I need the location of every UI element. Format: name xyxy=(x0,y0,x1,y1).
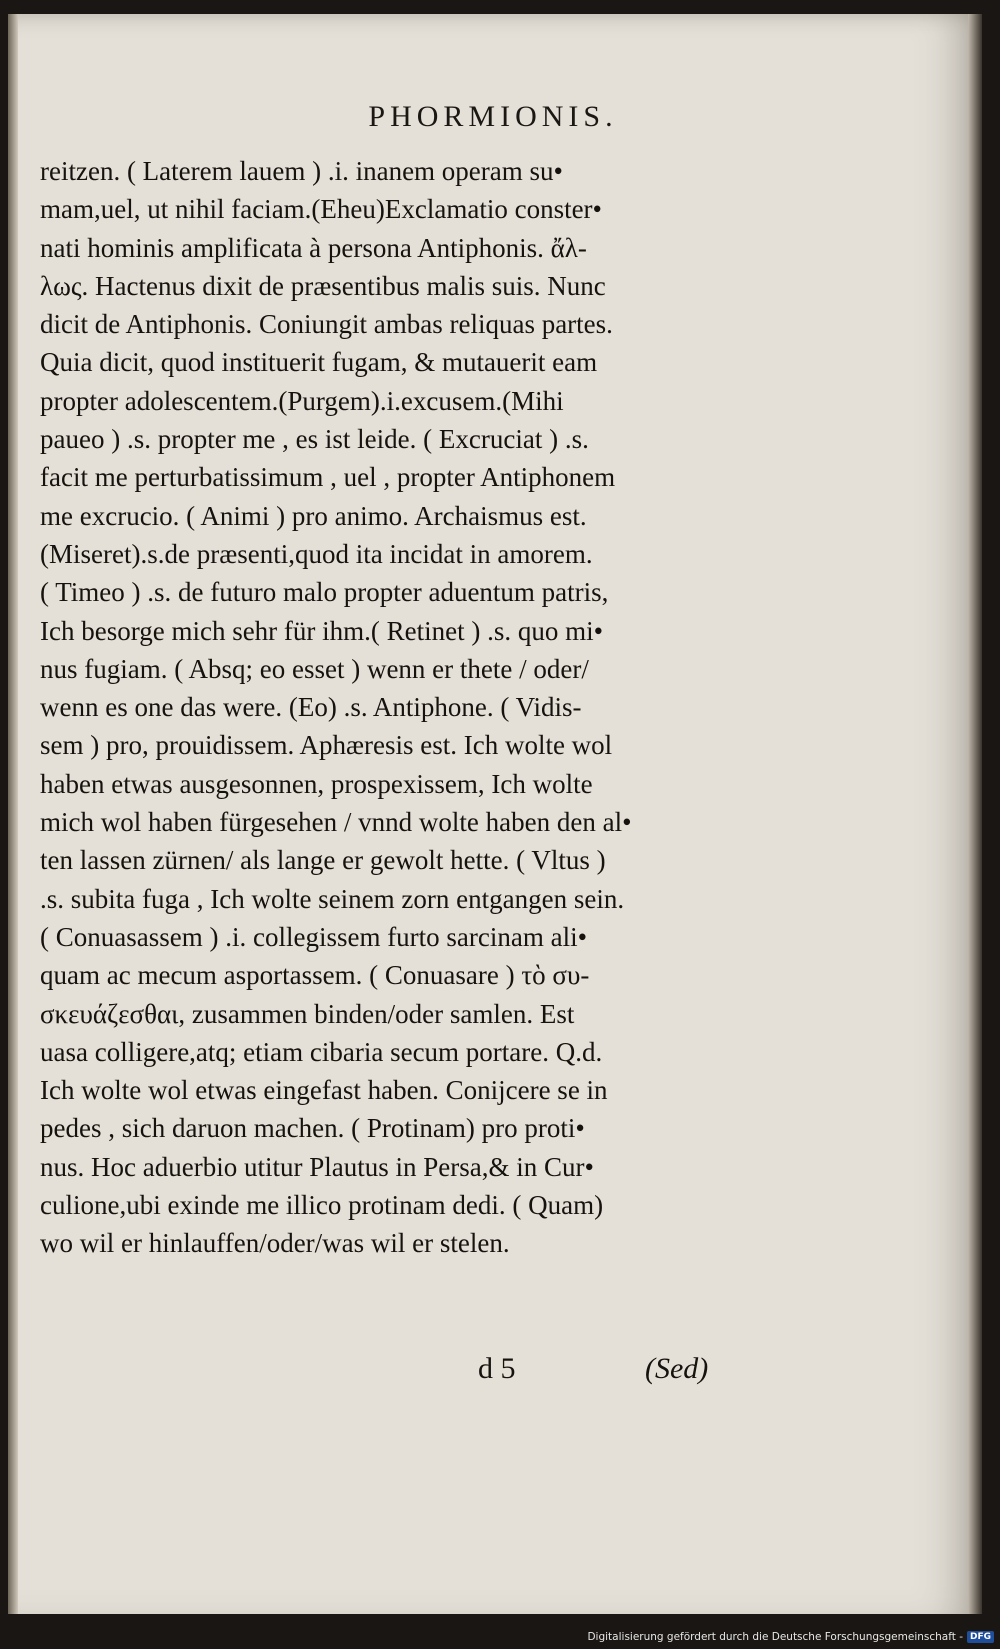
text-line: λως. Hactenus dixit de præsentibus malis suis. Nunc xyxy=(40,270,606,301)
digitization-credit xyxy=(587,1631,994,1643)
text-line: nus fugiam. ( Absq; eo esset ) wenn er thete / oder/ xyxy=(40,653,589,684)
text-line: wenn es one das were. (Eo) .s. Antiphone. ( Vidis- xyxy=(40,692,582,723)
text-line: wo wil er hinlauffen/oder/was wil er stelen. xyxy=(40,1228,510,1259)
text-line: mich wol haben fürgesehen / vnnd wolte haben den al• xyxy=(40,807,632,838)
credit-text: Digitalisierung gefördert durch die Deutsche Forschungsgemeinschaft - xyxy=(587,1631,963,1643)
page-spine xyxy=(8,14,18,1614)
running-header: PHORMIONIS. xyxy=(368,100,618,133)
text-line: dicit de Antiphonis. Coniungit ambas reliquas partes. xyxy=(40,309,613,340)
catchword: (Sed) xyxy=(645,1352,709,1385)
text-line: ten lassen zürnen/ als lange er gewolt hette. ( Vltus ) xyxy=(40,845,606,876)
text-line: .s. subita fuga , Ich wolte seinem zorn entgangen sein. xyxy=(40,883,625,914)
text-line: σκευάζεσθαι, zusammen binden/oder samlen. Est xyxy=(40,998,575,1029)
page-edge xyxy=(968,14,982,1614)
text-line: ( Timeo ) .s. de futuro malo propter aduentum patris, xyxy=(40,577,609,608)
book-page xyxy=(8,14,968,1614)
text-line: pedes , sich daruon machen. ( Protinam) pro proti• xyxy=(40,1113,585,1144)
text-line: nati hominis amplificata à persona Antiphonis. ἄλ- xyxy=(40,232,587,263)
body-text xyxy=(40,152,730,1263)
text-line: (Miseret).s.de præsenti,quod ita incidat in amorem. xyxy=(40,538,593,569)
text-line: uasa colligere,atq; etiam cibaria secum portare. Q.d. xyxy=(40,1036,603,1067)
text-line: me excrucio. ( Animi ) pro animo. Archaismus est. xyxy=(40,500,587,531)
text-line: ( Conuasassem ) .i. collegissem furto sarcinam ali• xyxy=(40,921,588,952)
text-line: paueo ) .s. propter me , es ist leide. ( Excruciat ) .s. xyxy=(40,424,589,455)
dfg-logo: DFG xyxy=(967,1631,994,1643)
text-line: Ich wolte wol etwas eingefast haben. Conijcere se in xyxy=(40,1075,608,1106)
text-line: reitzen. ( Laterem lauem ) .i. inanem operam su• xyxy=(40,156,563,186)
text-line: culione,ubi exinde me illico protinam dedi. ( Quam) xyxy=(40,1190,604,1221)
text-line: quam ac mecum asportassem. ( Conuasare ) τὸ συ- xyxy=(40,960,590,991)
signature-mark: d 5 xyxy=(478,1352,516,1385)
text-line: Ich besorge mich sehr für ihm.( Retinet ) .s. quo mi• xyxy=(40,615,604,646)
text-line: facit me perturbatissimum , uel , propter Antiphonem xyxy=(40,462,616,493)
text-line: nus. Hoc aduerbio utitur Plautus in Persa,& in Cur• xyxy=(40,1151,594,1182)
text-line: Quia dicit, quod instituerit fugam, & mutauerit eam xyxy=(40,347,598,378)
text-line: mam,uel, ut nihil faciam.(Eheu)Exclamatio conster• xyxy=(40,194,603,225)
text-line: sem ) pro, prouidissem. Aphæresis est. Ich wolte wol xyxy=(40,730,613,761)
text-line: propter adolescentem.(Purgem).i.excusem.(Mihi xyxy=(40,385,564,416)
text-line: haben etwas ausgesonnen, prospexissem, Ich wolte xyxy=(40,768,593,799)
